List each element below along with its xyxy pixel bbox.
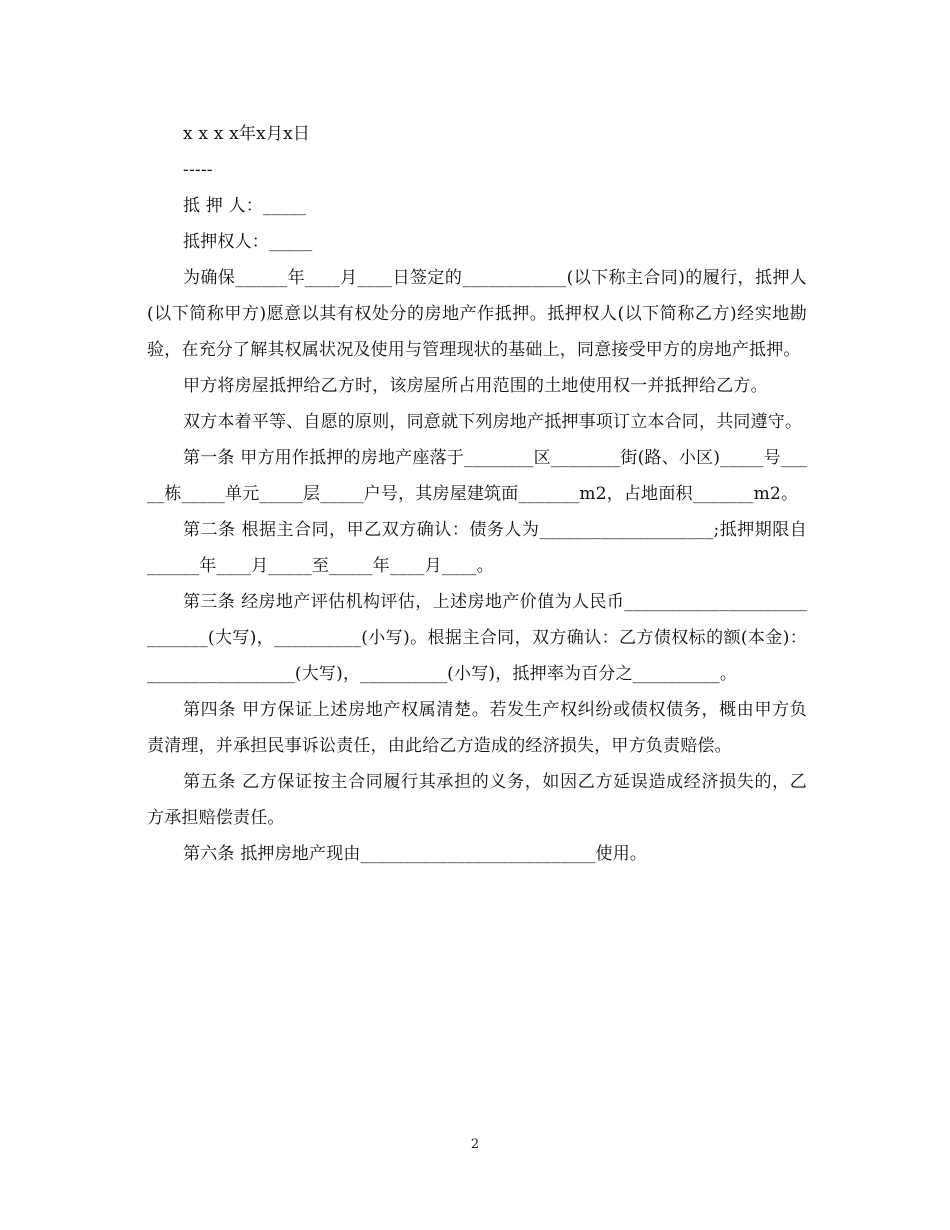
mortgagee-line: 抵押权人：_____ [183,232,313,252]
article-5: 第五条 乙方保证按主合同履行其承担的义务，如因乙方延误造成经济损失的，乙方承担赔偿责任。 [147,772,807,828]
mortgagor-line: 抵 押 人：_____ [183,196,307,216]
article-2: 第二条 根据主合同，甲乙双方确认：债务人为____________________;抵押期限自______年____月_____至_____年____月____。 [147,520,807,576]
document-body [147,116,807,872]
date-line: x x x x年x月x日 [183,124,311,144]
article-4: 第四条 甲方保证上述房地产权属清楚。若发生产权纠纷或债权债务，概由甲方负责清理，并承担民事诉讼责任，由此给乙方造成的经济损失，甲方负责赔偿。 [147,700,807,756]
page-number: 2 [470,1137,480,1152]
intro-paragraph: 为确保______年____月____日签定的____________(以下称主合同)的履行，抵押人(以下简称甲方)愿意以其有权处分的房地产作抵押。抵押权人(以下简称乙方)经实地勘验，在充分了解其权属状况及使用与管理现状的基础上，同意接受甲方的房地产抵押。 [147,268,807,360]
separator-line: ----- [183,160,213,180]
article-3: 第三条 经房地产评估机构评估，上述房地产价值为人民币____________________________(大写)，__________(小写)。根据主合同，双方确认：乙方债权标的额(本金)：_________________(大写)，__________(小写)，抵押率为百分之__________。 [147,592,807,684]
principle-paragraph: 双方本着平等、自愿的原则，同意就下列房地产抵押事项订立本合同，共同遵守。 [183,412,803,432]
article-6: 第六条 抵押房地产现由___________________________使用。 [183,844,648,864]
land-use-paragraph: 甲方将房屋抵押给乙方时，该房屋所占用范围的土地使用权一并抵押给乙方。 [183,376,768,396]
article-1: 第一条 甲方用作抵押的房地产座落于________区________街(路、小区)_____号_____栋_____单元_____层_____户号，其房屋建筑面_______m2，占地面积_______m2。 [147,448,807,504]
